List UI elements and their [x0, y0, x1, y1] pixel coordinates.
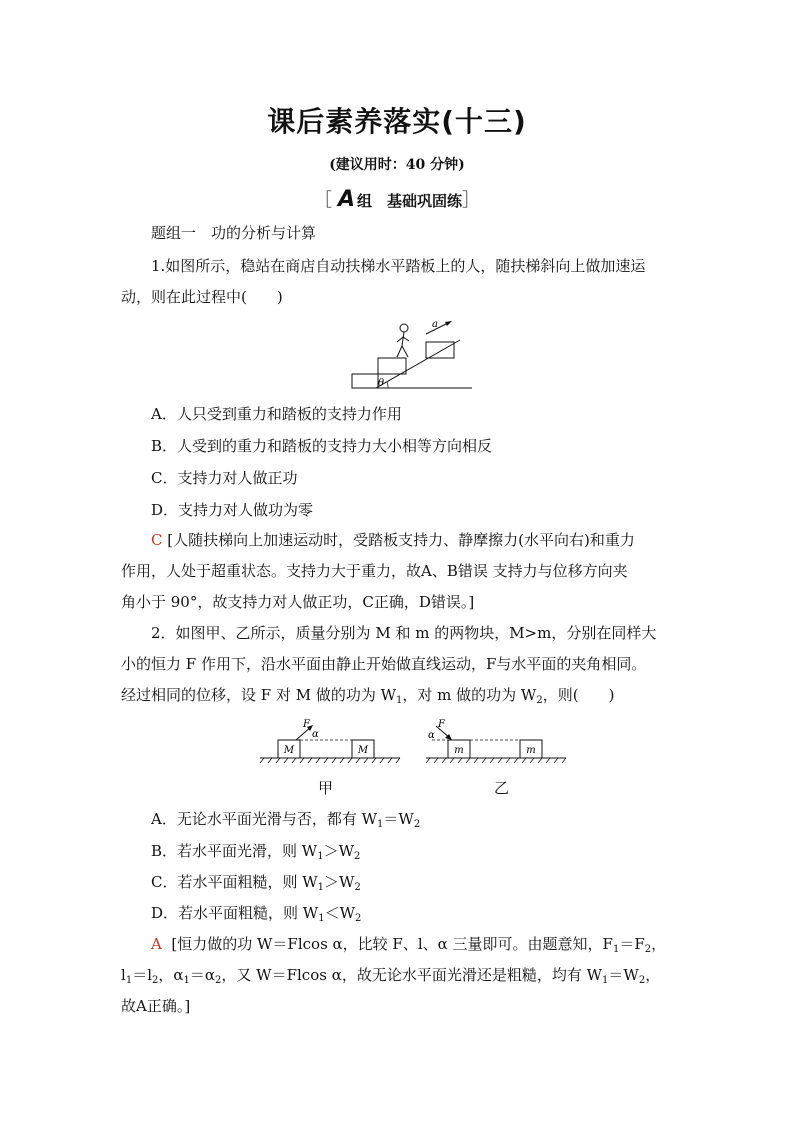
q1-option-a: A．人只受到重力和踏板的支持力作用	[151, 405, 402, 423]
q1-option-b: B．人受到的重力和踏板的支持力大小相等方向相反	[151, 437, 493, 455]
topic-heading: 题组一 功的分析与计算	[151, 224, 317, 242]
q1-option-d: D．支持力对人做功为零	[151, 501, 314, 519]
block-M-end: M	[357, 745, 369, 756]
q2-option-b: B．若水平面光滑，则 $W_1>W_2$	[151, 842, 361, 862]
theta-label: θ	[378, 378, 385, 389]
force-label-jia: F	[303, 719, 310, 730]
q1-explanation-line-3: 角小于 90°，故支持力对人做正功，C正确，D错误。]	[121, 593, 475, 611]
group-label: 组 基础巩固练	[357, 192, 463, 210]
q1-stem-line-1: 1.如图所示，稳站在商店自动扶梯水平踏板上的人，随扶梯斜向上做加速运	[151, 257, 646, 275]
q1-stem-line-2: 动，则在此过程中( )	[121, 288, 283, 306]
force-label-yi: F	[438, 719, 445, 730]
q2-option-d: D．若水平面粗糙，则 $W_1<W_2$	[151, 904, 362, 924]
q1-explanation-line-2: 作用，人处于超重状态。支持力大于重力，故A、B错误 支持力与位移方向夹	[121, 562, 628, 580]
left-bracket: ［	[313, 190, 332, 211]
page-title: 课后素养落实(十三)	[267, 105, 527, 138]
q2-explanation-line-1: A [恒力做的功 W＝Flcos α，比较 F、l、α 三量即可。由题意知，$F_1=F_2$，	[151, 935, 667, 955]
alpha-label-jia: α	[312, 729, 319, 740]
block-m-end: m	[526, 745, 536, 756]
q1-explanation-text-1: [人随扶梯向上加速运动时，受踏板支持力、静摩擦力(水平向右)和重力	[167, 531, 635, 549]
q2-option-a: A．无论水平面光滑与否，都有 $W_1=W_2$	[151, 810, 421, 830]
figure-yi	[422, 716, 570, 764]
caption-jia: 甲	[318, 779, 334, 797]
right-bracket: ］	[462, 190, 481, 211]
group-letter: A	[337, 187, 355, 212]
q2-stem-line-1: 2．如图甲、乙所示，质量分别为 M 和 m 的两物块，M>m，分别在同样大	[151, 624, 657, 642]
escalator-figure	[348, 316, 474, 392]
q2-stem-line-3: 经过相同的位移，设 F 对 M 做的功为 $W_1$，对 m 做的功为 $W_2$，则( )	[121, 686, 615, 706]
alpha-label-yi: α	[428, 730, 435, 741]
acceleration-label: a	[432, 319, 438, 330]
group-header	[0, 186, 794, 212]
q1-option-c: C．支持力对人做正功	[151, 469, 298, 487]
q2-explanation-line-2: $l_1=l_2$，$\alpha_1=\alpha_2$，又 W＝Flcos α，故无论水平面光滑还是粗糙，均有 $W_1=W_2$，	[121, 966, 661, 986]
q1-explanation-line-1	[151, 530, 635, 550]
figure-jia	[256, 716, 406, 764]
block-M-start: M	[283, 745, 295, 756]
caption-yi: 乙	[494, 779, 510, 797]
q2-option-c: C．若水平面粗糙，则 $W_1>W_2$	[151, 873, 361, 893]
q2-stem-line-2: 小的恒力 F 作用下，沿水平面由静止开始做直线运动，F与水平面的夹角相同。	[121, 655, 647, 673]
q2-answer: A	[151, 935, 162, 953]
q2-explanation-line-3: 故A正确。]	[121, 997, 191, 1015]
time-note: (建议用时：40 分钟)	[329, 157, 465, 173]
block-m-start: m	[454, 745, 464, 756]
q1-answer: C	[151, 531, 163, 549]
